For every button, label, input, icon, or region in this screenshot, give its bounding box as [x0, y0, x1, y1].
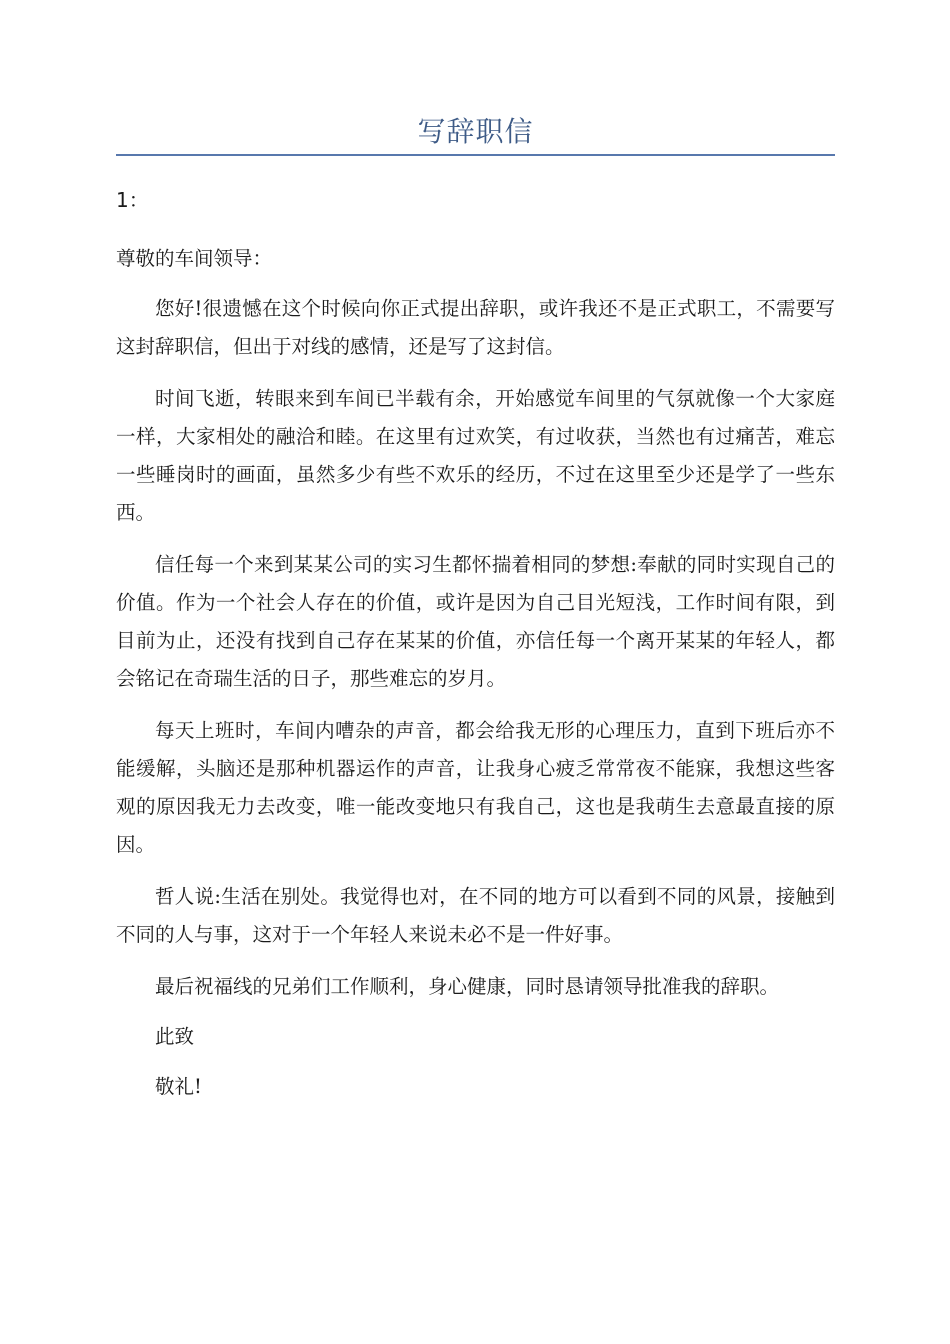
body-paragraph-3: 信任每一个来到某某公司的实习生都怀揣着相同的梦想:奉献的同时实现自己的价值。作为一个社会人存在的价值，或许是因为自己目光短浅，工作时间有限，到目前为止，还没有找到自己存在某某的价值，亦信任每一个离开某某的年轻人，都会铭记在奇瑞生活的日子，那些难忘的岁月。 [116, 553, 835, 690]
body-paragraph-5: 哲人说:生活在别处。我觉得也对，在不同的地方可以看到不同的风景，接触到不同的人与事，这对于一个年轻人来说未必不是一件好事。 [116, 885, 835, 946]
body-paragraph-6: 最后祝福线的兄弟们工作顺利，身心健康，同时恳请领导批准我的辞职。 [155, 975, 780, 998]
closing-line-2: 敬礼! [155, 1075, 202, 1098]
document-title: 写辞职信 [417, 115, 534, 148]
body-paragraph-2: 时间飞逝，转眼来到车间已半载有余，开始感觉车间里的气氛就像一个大家庭一样，大家相处的融洽和睦。在这里有过欢笑，有过收获，当然也有过痛苦，难忘一些睡岗时的画面，虽然多少有些不欢乐的经历，不过在这里至少还是学了一些东西。 [116, 387, 835, 524]
body-paragraph-4: 每天上班时，车间内嘈杂的声音，都会给我无形的心理压力，直到下班后亦不能缓解，头脑还是那种机器运作的声音，让我身心疲乏常常夜不能寐，我想这些客观的原因我无力去改变，唯一能改变地只有我自己，这也是我萌生去意最直接的原因。 [116, 719, 835, 856]
body-paragraph-1: 您好!很遗憾在这个时候向你正式提出辞职，或许我还不是正式职工，不需要写这封辞职信，但出于对线的感情，还是写了这封信。 [116, 297, 835, 358]
salutation: 尊敬的车间领导： [116, 247, 273, 270]
title-underline [116, 154, 835, 156]
section-number: 1： [116, 188, 149, 212]
closing-line-1: 此致 [155, 1025, 195, 1048]
